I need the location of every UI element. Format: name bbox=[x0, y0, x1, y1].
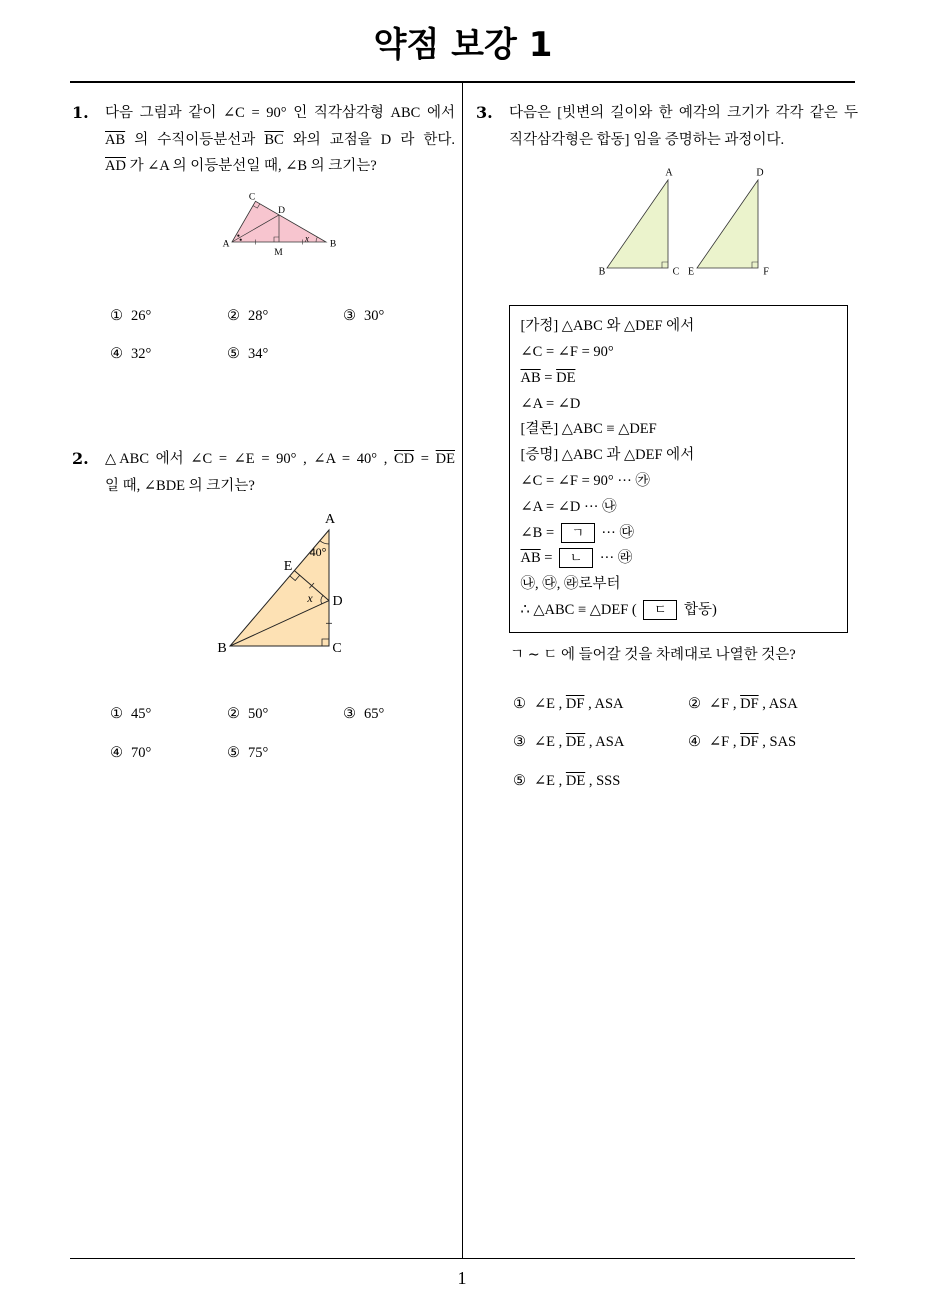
question-3-line-2: 직각삼각형은 합동] 임을 증명하는 과정이다. bbox=[509, 132, 785, 148]
column-divider bbox=[462, 82, 464, 1258]
choice-rule: , ASA bbox=[758, 696, 798, 712]
equals-sign: = bbox=[540, 369, 557, 386]
conclusion: [결론] △ABC ≡ △DEF bbox=[520, 420, 657, 437]
choice-value: 50° bbox=[248, 706, 269, 722]
question-1-choice-2 bbox=[227, 306, 268, 326]
proof-step-4-ref: ··· ㉱ bbox=[596, 549, 633, 566]
question-3-choice-1 bbox=[513, 694, 624, 714]
hypothesis-right-angle: ∠C = ∠F = 90° bbox=[520, 343, 614, 360]
question-1-number: 1. bbox=[72, 103, 89, 122]
choice-angle: ∠E , bbox=[534, 773, 566, 789]
question-2-choice-1 bbox=[110, 704, 151, 724]
equals-sign: = bbox=[414, 451, 436, 467]
choice-mark: ① bbox=[110, 308, 123, 324]
question-3-line-1: 다음은 [빗변의 길이와 한 예각의 크기가 각각 같은 두 bbox=[509, 105, 858, 121]
segment-ab: $\overline{AB}$ bbox=[105, 132, 126, 148]
choice-rule: , ASA bbox=[585, 734, 625, 750]
label-a: A bbox=[222, 239, 230, 250]
choice-value: 32° bbox=[131, 346, 152, 362]
proof-step-4 bbox=[521, 548, 633, 569]
question-2-choice-2 bbox=[227, 704, 268, 724]
question-2-choice-4 bbox=[110, 743, 151, 763]
blank-box-giyeok: ㄱ bbox=[561, 523, 595, 543]
proof-step-1: ∠C = ∠F = 90° ··· ㉮ bbox=[520, 472, 650, 489]
choice-mark: ④ bbox=[688, 734, 701, 750]
choice-rule: , SSS bbox=[585, 773, 621, 789]
choice-segment: $\overline{DF}$ bbox=[740, 734, 759, 750]
question-2-choice-5 bbox=[227, 743, 268, 763]
question-2-line-1 bbox=[105, 449, 455, 469]
question-1-choice-4 bbox=[110, 344, 151, 364]
question-2-line-1-text: △ABC 에서 ∠C = ∠E = 90° , ∠A = 40° , bbox=[105, 451, 394, 467]
label-b: B bbox=[217, 641, 227, 656]
equals-sign: = bbox=[540, 549, 557, 566]
blank-box-nieun: ㄴ bbox=[559, 548, 593, 568]
choice-segment: $\overline{DE}$ bbox=[565, 734, 586, 750]
question-1-choice-3 bbox=[343, 306, 384, 326]
label-f: F bbox=[763, 266, 769, 278]
proof-step-3-ref: ··· ㉰ bbox=[597, 524, 634, 541]
choice-mark: ⑤ bbox=[227, 745, 240, 761]
choice-value: 34° bbox=[248, 346, 269, 362]
choice-value: 30° bbox=[364, 308, 385, 324]
segment-cd: $\overline{CD}$ bbox=[393, 451, 415, 467]
proof-step-6-tail: 합동) bbox=[680, 601, 717, 618]
choice-mark: ③ bbox=[343, 706, 356, 722]
choice-mark: ② bbox=[227, 706, 240, 722]
question-3-choice-3 bbox=[513, 732, 624, 752]
choice-segment: $\overline{DF}$ bbox=[565, 696, 585, 712]
question-1-line-2 bbox=[105, 130, 455, 150]
choice-mark: ⑤ bbox=[513, 773, 526, 789]
choice-rule: , SAS bbox=[758, 734, 797, 750]
label-d: D bbox=[756, 167, 764, 179]
question-2-figure bbox=[212, 505, 350, 659]
label-angle-x: x bbox=[307, 591, 313, 605]
label-e: E bbox=[687, 266, 695, 278]
choice-mark: ⑤ bbox=[227, 346, 240, 362]
choice-rule: , ASA bbox=[584, 696, 624, 712]
question-1-line-3-text: 가 ∠A 의 이등분선일 때, ∠B 의 크기는? bbox=[125, 158, 377, 174]
label-b: B bbox=[329, 239, 337, 250]
question-2-choice-3 bbox=[343, 704, 384, 724]
triangle-abc bbox=[607, 180, 668, 268]
choice-value: 26° bbox=[131, 308, 152, 324]
question-3-number: 3. bbox=[476, 103, 493, 122]
proof-step-5: ㉯, ㉰, ㉱로부터 bbox=[520, 575, 621, 592]
label-d: D bbox=[278, 206, 285, 216]
proof-step-3 bbox=[521, 523, 635, 544]
choice-value: 45° bbox=[131, 706, 152, 722]
page-title: 약점 보강 1 bbox=[373, 25, 553, 65]
choice-angle: ∠F , bbox=[709, 696, 741, 712]
hypothesis-intro: [가정] △ABC 와 △DEF 에서 bbox=[520, 317, 695, 334]
question-2-number: 2. bbox=[72, 449, 89, 468]
question-1-choice-1 bbox=[110, 306, 151, 326]
proof-step-3-lhs: ∠B = bbox=[520, 524, 558, 541]
choice-angle: ∠E , bbox=[534, 696, 566, 712]
label-angle-40: 40° bbox=[309, 545, 327, 559]
question-1-figure bbox=[212, 186, 344, 260]
choice-mark: ② bbox=[688, 696, 701, 712]
segment-bc: $\overline{BC}$ bbox=[264, 132, 284, 148]
angle-mark-dot-2 bbox=[237, 235, 239, 237]
label-e: E bbox=[283, 559, 293, 574]
proof-intro: [증명] △ABC 과 △DEF 에서 bbox=[520, 446, 695, 463]
question-1-line-2-text-a: 의 수직이등분선과 bbox=[125, 132, 265, 148]
choice-mark: ③ bbox=[513, 734, 526, 750]
choice-mark: ③ bbox=[343, 308, 356, 324]
question-1-choice-5 bbox=[227, 344, 268, 364]
choice-segment: $\overline{DE}$ bbox=[565, 773, 586, 789]
label-a: A bbox=[324, 512, 336, 527]
label-m: M bbox=[274, 248, 283, 258]
footer-rule bbox=[70, 1258, 855, 1260]
choice-value: 65° bbox=[364, 706, 385, 722]
choice-angle: ∠F , bbox=[709, 734, 741, 750]
choice-mark: ④ bbox=[110, 745, 123, 761]
choice-value: 70° bbox=[131, 745, 152, 761]
segment-ab: $\overline{AB}$ bbox=[520, 369, 541, 386]
choice-mark: ④ bbox=[110, 346, 123, 362]
hypothesis-hypotenuse bbox=[521, 368, 576, 388]
label-b: B bbox=[598, 266, 606, 278]
label-c: C bbox=[332, 641, 342, 656]
question-3-figure bbox=[595, 163, 775, 279]
proof-step-6 bbox=[521, 600, 717, 621]
label-c: C bbox=[672, 266, 680, 278]
choice-angle: ∠E , bbox=[534, 734, 566, 750]
question-3-choice-5 bbox=[513, 771, 620, 791]
angle-mark-dot-1 bbox=[240, 239, 242, 241]
page-number: 1 bbox=[457, 1268, 467, 1288]
proof-step-6-text: ∴ △ABC ≡ △DEF ( bbox=[520, 601, 641, 618]
question-3-choice-2 bbox=[688, 694, 798, 714]
question-3-prompt: ㄱ ∼ ㄷ 에 들어갈 것을 차례대로 나열한 것은? bbox=[510, 647, 796, 663]
label-d: D bbox=[332, 594, 343, 609]
question-1-line-1: 다음 그림과 같이 ∠C = 90° 인 직각삼각형 ABC 에서 bbox=[105, 105, 455, 121]
segment-de: $\overline{DE}$ bbox=[556, 369, 576, 386]
choice-mark: ② bbox=[227, 308, 240, 324]
segment-ab: $\overline{AB}$ bbox=[520, 549, 541, 566]
segment-de: $\overline{DE}$ bbox=[435, 451, 455, 467]
label-angle-x: x bbox=[305, 233, 309, 244]
blank-box-digeut: ㄷ bbox=[643, 600, 677, 620]
label-a: A bbox=[665, 167, 673, 179]
triangle-def bbox=[697, 180, 758, 268]
question-2-line-2: 일 때, ∠BDE 의 크기는? bbox=[105, 478, 255, 494]
segment-ad: $\overline{AD}$ bbox=[105, 158, 126, 174]
choice-mark: ① bbox=[513, 696, 526, 712]
hypothesis-acute-angle: ∠A = ∠D bbox=[520, 395, 581, 412]
proof-step-2: ∠A = ∠D ··· ㉯ bbox=[520, 498, 617, 515]
proof-box bbox=[509, 305, 848, 633]
choice-value: 75° bbox=[248, 745, 269, 761]
choice-mark: ① bbox=[110, 706, 123, 722]
question-1-line-2-text-b: 와의 교점을 D 라 한다. bbox=[283, 132, 455, 148]
choice-value: 28° bbox=[248, 308, 269, 324]
label-c: C bbox=[248, 192, 256, 203]
question-3-choice-4 bbox=[688, 732, 796, 752]
choice-segment: $\overline{DF}$ bbox=[740, 696, 759, 712]
question-1-line-3 bbox=[105, 156, 377, 176]
